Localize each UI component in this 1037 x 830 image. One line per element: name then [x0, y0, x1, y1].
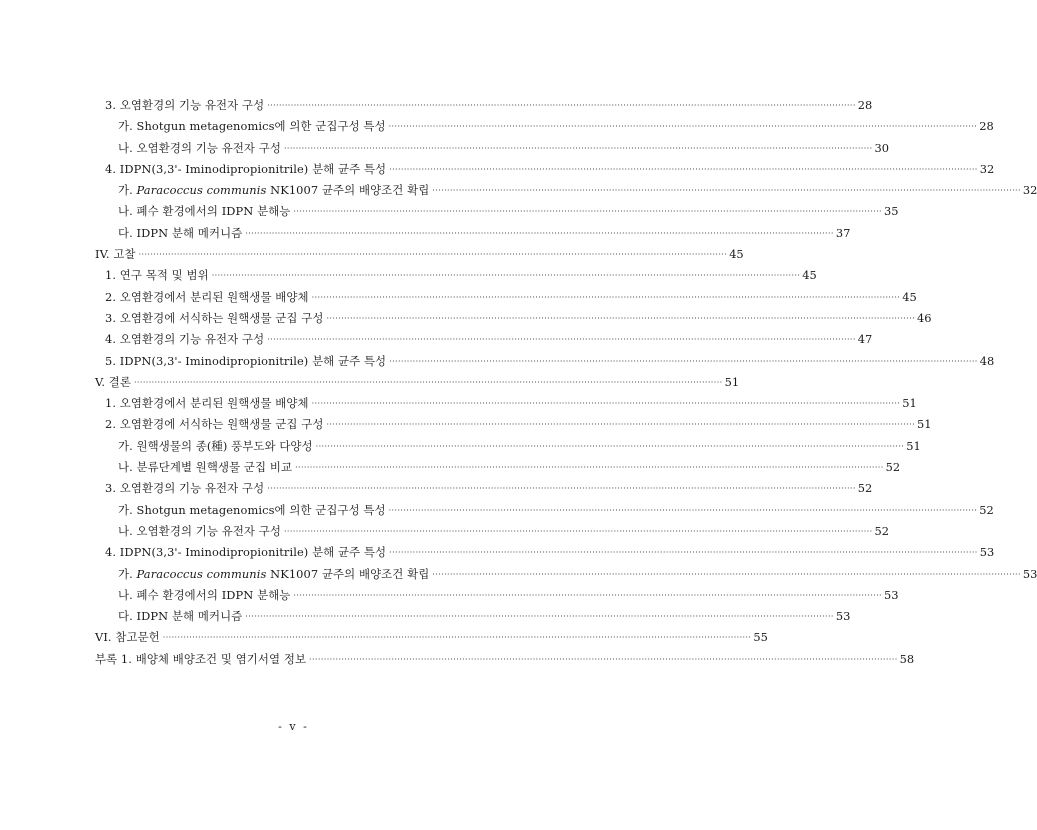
- toc-leader-dots: ········································································································································································································: [388, 122, 978, 132]
- toc-leader-dots: ········································································································································································································: [267, 335, 856, 345]
- toc-leader-dots: ········································································································································································································: [138, 250, 728, 260]
- toc-entry-title: 나. 분류단계별 원핵생물 군집 비교: [118, 460, 293, 475]
- toc-entry-title: 3. 오염환경에 서식하는 원핵생물 군집 구성: [105, 310, 324, 325]
- toc-leader-dots: ········································································································································································································: [267, 484, 856, 494]
- toc-entry: [95, 585, 899, 606]
- toc-entry-page: 47: [857, 332, 873, 347]
- toc-entry-page: 51: [906, 438, 921, 453]
- toc-leader-dots: ········································································································································································································: [389, 164, 978, 174]
- toc-leader-dots: ········································································································································································································: [283, 526, 873, 536]
- toc-entry-title: 3. 오염환경의 기능 유전자 구성: [105, 98, 265, 112]
- toc-entry-page: 52: [874, 523, 890, 538]
- toc-entry: [95, 649, 915, 670]
- toc-entry-title-prefix: 가.: [118, 566, 137, 581]
- toc-entry-page: 53: [835, 609, 851, 624]
- toc-entry: [95, 542, 995, 563]
- toc-entry: [95, 329, 873, 350]
- toc-entry-title-suffix: NK1007 균주의 배양조건 확립: [266, 183, 430, 198]
- toc-entry: [95, 351, 995, 372]
- toc-entry-page: 32: [1022, 183, 1037, 198]
- toc-entry: [95, 287, 917, 308]
- toc-entry-title: 부록 1. 배양체 배양조건 및 염기서열 정보: [95, 651, 307, 666]
- toc-leader-dots: ········································································································································································································: [311, 399, 901, 409]
- toc-entry: [95, 244, 744, 265]
- toc-leader-dots: ········································································································································································································: [267, 101, 856, 110]
- toc-entry-page: 52: [885, 460, 901, 475]
- toc-entry-page: 46: [917, 310, 932, 325]
- toc-entry-page: 30: [874, 140, 890, 155]
- toc-entry-title: 4. IDPN(3,3'- Iminodipropionitrile) 분해 균주 특성: [105, 161, 387, 176]
- table-of-contents: [95, 95, 1037, 670]
- toc-entry: [95, 116, 994, 137]
- toc-leader-dots: ········································································································································································································: [309, 654, 898, 664]
- toc-entry: [95, 159, 995, 180]
- toc-leader-dots: ········································································································································································································: [389, 548, 978, 558]
- toc-entry: [95, 457, 901, 478]
- toc-entry-title: [118, 564, 429, 585]
- toc-entry: [95, 265, 817, 286]
- toc-leader-dots: ········································································································································································································: [388, 505, 978, 515]
- toc-entry-title: VI. 참고문헌: [95, 630, 160, 645]
- toc-entry: [95, 223, 851, 244]
- toc-entry-page: 51: [724, 374, 740, 389]
- toc-leader-dots: ········································································································································································································: [326, 313, 916, 323]
- toc-leader-dots: ········································································································································································································: [293, 590, 882, 600]
- toc-entry-page: 53: [1022, 566, 1037, 581]
- toc-entry-title: [118, 180, 429, 201]
- toc-entry-page: 35: [884, 204, 899, 219]
- toc-entry-title: 5. IDPN(3,3'- Iminodipropionitrile) 분해 균주 특성: [105, 353, 387, 368]
- toc-entry-title: 나. 오염환경의 기능 유전자 구성: [118, 523, 281, 538]
- toc-entry-title: 가. Shotgun metagenomics에 의한 군집구성 특성: [118, 119, 386, 134]
- toc-entry-title-species: Paracoccus communis: [136, 183, 267, 198]
- toc-leader-dots: ········································································································································································································: [293, 207, 882, 217]
- toc-entry-title: 3. 오염환경의 기능 유전자 구성: [105, 481, 265, 496]
- toc-entry: [95, 393, 917, 414]
- toc-entry: [95, 372, 740, 393]
- toc-entry-title: 2. 오염환경에서 분리된 원핵생물 배양체: [105, 289, 309, 304]
- toc-entry: [95, 180, 1037, 201]
- toc-entry-page: 55: [753, 630, 768, 645]
- toc-entry-page: 58: [899, 651, 915, 666]
- toc-entry-title: 1. 연구 목적 및 범위: [105, 268, 209, 283]
- toc-entry-page: 45: [729, 247, 744, 262]
- toc-entry-title: 나. 폐수 환경에서의 IDPN 분해능: [118, 204, 291, 219]
- toc-entry-title: 4. 오염환경의 기능 유전자 구성: [105, 332, 265, 347]
- toc-entry-title: 다. IDPN 분해 메커니즘: [118, 609, 243, 624]
- toc-entry: [95, 500, 994, 521]
- toc-entry-page: 45: [902, 289, 917, 304]
- toc-leader-dots: ········································································································································································································: [311, 292, 901, 302]
- toc-entry-page: 37: [835, 225, 851, 240]
- toc-entry-page: 51: [917, 417, 932, 432]
- toc-leader-dots: ········································································································································································································: [133, 377, 723, 387]
- toc-entry-page: 48: [979, 353, 995, 368]
- toc-entry-page: 53: [884, 587, 899, 602]
- toc-entry: [95, 564, 1037, 585]
- toc-entry-page: 28: [979, 119, 994, 134]
- toc-entry-title: 나. 폐수 환경에서의 IDPN 분해능: [118, 587, 291, 602]
- toc-leader-dots: ········································································································································································································: [295, 463, 884, 473]
- toc-leader-dots: ········································································································································································································: [245, 228, 834, 238]
- toc-leader-dots: ········································································································································································································: [162, 633, 752, 643]
- toc-leader-dots: ········································································································································································································: [283, 143, 873, 153]
- toc-entry: [95, 478, 873, 499]
- toc-entry-title: V. 결론: [95, 374, 131, 389]
- toc-leader-dots: ········································································································································································································: [389, 356, 978, 366]
- toc-entry-page: 52: [857, 481, 873, 496]
- toc-entry-page: 51: [902, 396, 917, 411]
- toc-entry-page: 52: [979, 502, 994, 517]
- toc-entry: [95, 627, 768, 648]
- toc-entry-page: 53: [979, 545, 995, 560]
- toc-entry: [95, 436, 921, 457]
- toc-entry-page: 32: [979, 161, 995, 176]
- toc-entry-title: 2. 오염환경에 서식하는 원핵생물 군집 구성: [105, 417, 324, 432]
- toc-leader-dots: ········································································································································································································: [315, 441, 905, 451]
- toc-entry: [95, 308, 932, 329]
- toc-entry-page: 45: [802, 268, 817, 283]
- page-number: - v -: [278, 720, 309, 733]
- toc-entry: [95, 201, 899, 222]
- toc-entry: [95, 414, 932, 435]
- toc-leader-dots: ········································································································································································································: [211, 271, 801, 281]
- toc-entry-title: 다. IDPN 분해 메커니즘: [118, 225, 243, 240]
- toc-entry: [95, 521, 890, 542]
- toc-leader-dots: ········································································································································································································: [326, 420, 916, 430]
- toc-leader-dots: ········································································································································································································: [432, 186, 1021, 196]
- toc-entry: [95, 95, 873, 116]
- toc-entry-title-prefix: 가.: [118, 183, 137, 198]
- toc-entry-title: 가. Shotgun metagenomics에 의한 군집구성 특성: [118, 502, 386, 517]
- toc-entry-title: IV. 고찰: [95, 247, 136, 262]
- toc-entry-title: 가. 원핵생물의 종(種) 풍부도와 다양성: [118, 438, 313, 453]
- toc-entry-title: 4. IDPN(3,3'- Iminodipropionitrile) 분해 균주 특성: [105, 545, 387, 560]
- toc-entry-title-suffix: NK1007 균주의 배양조건 확립: [266, 566, 430, 581]
- toc-entry: [95, 138, 890, 159]
- toc-entry-title: 나. 오염환경의 기능 유전자 구성: [118, 140, 281, 155]
- toc-entry-title-species: Paracoccus communis: [136, 566, 267, 581]
- toc-entry-title: 1. 오염환경에서 분리된 원핵생물 배양체: [105, 396, 309, 411]
- toc-leader-dots: ········································································································································································································: [245, 612, 834, 622]
- toc-leader-dots: ········································································································································································································: [432, 569, 1021, 579]
- toc-entry-page: 28: [857, 98, 873, 112]
- toc-entry: [95, 606, 851, 627]
